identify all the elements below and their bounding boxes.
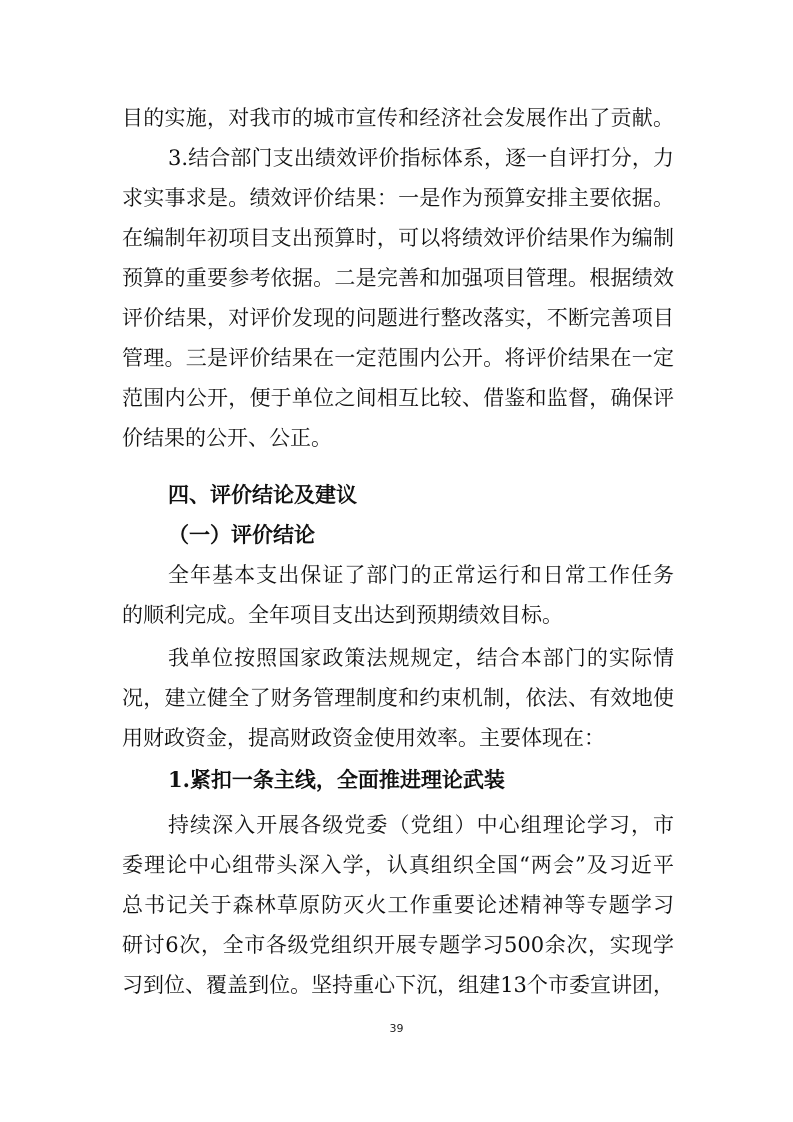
text-line: 在编制年初项目支出预算时，可以将绩效评价结果作为编制	[122, 226, 674, 250]
text-line: 我单位按照国家政策法规规定，结合本部门的实际情	[168, 646, 674, 670]
section-heading: 四、评价结论及建议	[168, 483, 357, 507]
text-line: 的顺利完成。全年项目支出达到预期绩效目标。	[122, 603, 563, 627]
text-line: 持续深入开展各级党委（党组）中心组理论学习，市	[168, 813, 674, 837]
text-line: 况，建立健全了财务管理制度和约束机制，依法、有效地使	[122, 686, 674, 710]
text-line: 3.结合部门支出绩效评价指标体系，逐一自评打分，力	[168, 146, 674, 170]
text-line: 全年基本支出保证了部门的正常运行和日常工作任务	[168, 563, 674, 587]
text-line: 研讨6次，全市各级党组织开展专题学习500余次，实现学	[122, 933, 674, 957]
text-line: 习到位、覆盖到位。坚持重心下沉，组建13个市委宣讲团，	[122, 973, 674, 997]
text-line: 总书记关于森林草原防灭火工作重要论述精神等专题学习	[122, 893, 674, 917]
text-line: 范围内公开，便于单位之间相互比较、借鉴和监督，确保评	[122, 386, 674, 410]
text-line: 用财政资金，提高财政资金使用效率。主要体现在：	[122, 726, 605, 750]
text-line: 价结果的公开、公正。	[122, 426, 332, 450]
text-line: 委理论中心组带头深入学，认真组织全国“两会”及习近平	[122, 853, 674, 877]
text-line: 管理。三是评价结果在一定范围内公开。将评价结果在一定	[122, 346, 674, 370]
text-line: 求实事求是。绩效评价结果：一是作为预算安排主要依据。	[122, 186, 674, 210]
text-line: 预算的重要参考依据。二是完善和加强项目管理。根据绩效	[122, 266, 674, 290]
page-number: 39	[389, 1022, 404, 1035]
subsection-heading: （一）评价结论	[168, 523, 315, 547]
item-heading: 1.紧扣一条主线，全面推进理论武装	[168, 767, 505, 792]
text-line: 评价结果，对评价发现的问题进行整改落实，不断完善项目	[122, 306, 674, 330]
text-line: 目的实施，对我市的城市宣传和经济社会发展作出了贡献。	[122, 106, 674, 130]
